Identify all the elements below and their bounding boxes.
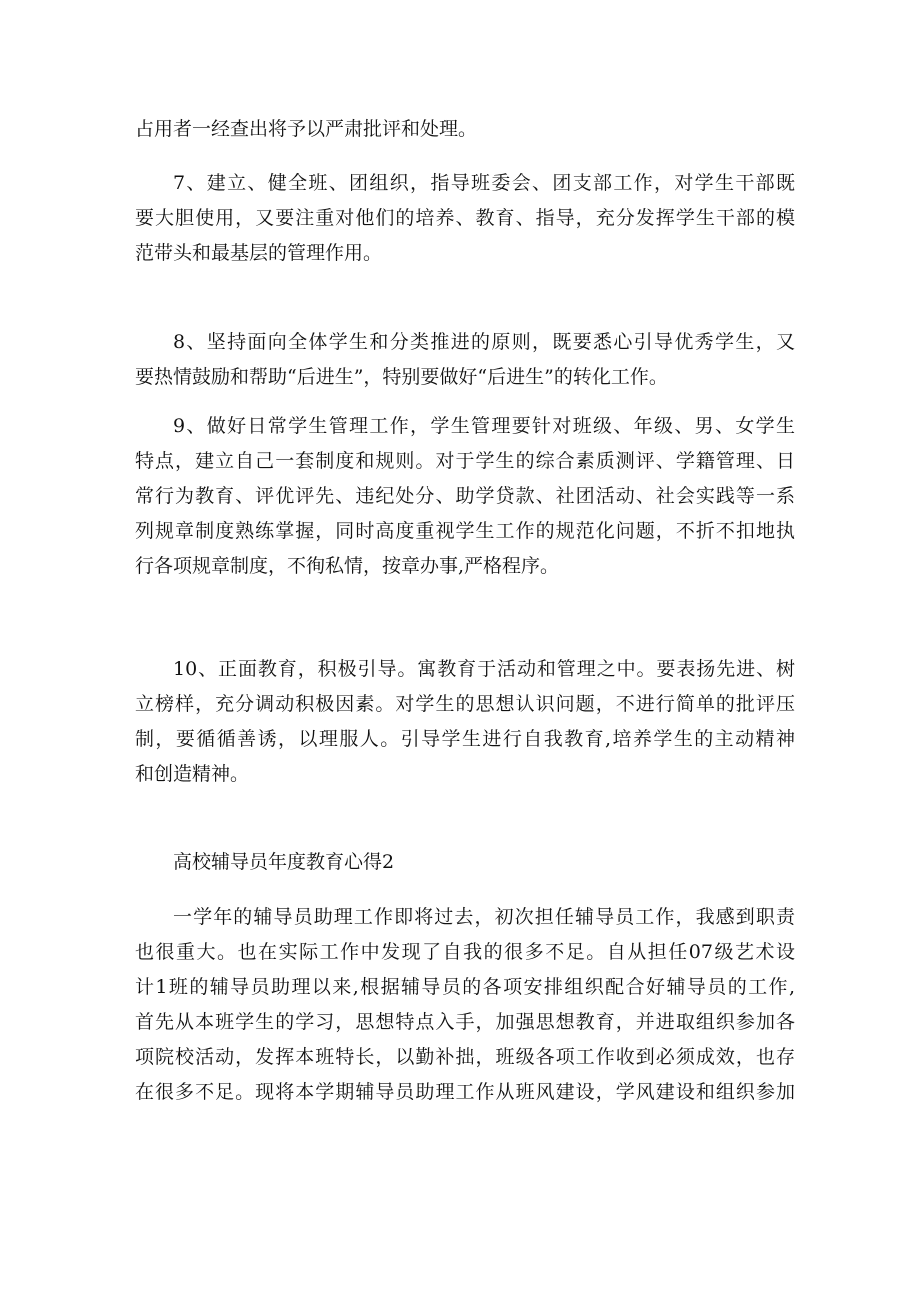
text-line: 也很重大。也在实际工作中发现了自我的很多不足。自从担任07级艺术设 (135, 941, 795, 963)
paragraph-intro (135, 900, 795, 1110)
text-line: 10、正面教育，积极引导。寓教育于活动和管理之中。要表扬先进、树 (173, 658, 795, 680)
paragraph-item-8 (135, 325, 795, 395)
text-line: 在很多不足。现将本学期辅导员助理工作从班风建设，学风建设和组织参加 (135, 1081, 795, 1103)
section-heading-text: 高校辅导员年度教育心得2 (173, 851, 395, 873)
text-line: 要热情鼓励和帮助“后进生”，特别要做好“后进生”的转化工作。 (135, 366, 668, 388)
text-line: 要大胆使用，又要注重对他们的培养、教育、指导，充分发挥学生干部的模 (135, 207, 795, 229)
text-line: 特点，建立自己一套制度和规则。对于学生的综合素质测评、学籍管理、日 (135, 450, 795, 472)
text-line: 计1班的辅导员助理以来,根据辅导员的各项安排组织配合好辅导员的工作, (135, 976, 795, 998)
text-line: 7、建立、健全班、团组织，指导班委会、团支部工作，对学生干部既 (173, 172, 795, 194)
text-line: 制，要循循善诱，以理服人。引导学生进行自我教育,培养学生的主动精神 (135, 728, 795, 750)
text-line: 占用者一经查出将予以严肃批评和处理。 (135, 118, 478, 140)
text-line: 项院校活动，发挥本班特长，以勤补拙，班级各项工作收到必须成效，也存 (135, 1046, 795, 1068)
text-line: 立榜样，充分调动积极因素。对学生的思想认识问题，不进行简单的批评压 (135, 693, 795, 715)
paragraph-item-10 (135, 652, 795, 792)
text-line: 常行为教育、评优评先、违纪处分、助学贷款、社团活动、社会实践等一系 (135, 485, 795, 507)
text-line: 和创造精神。 (135, 763, 250, 785)
text-line: 一学年的辅导员助理工作即将过去，初次担任辅导员工作，我感到职责 (173, 906, 795, 928)
text-line: 行各项规章制度，不徇私情，按章办事,严格程序。 (135, 555, 560, 577)
paragraph-item-9 (135, 409, 795, 584)
text-line: 9、做好日常学生管理工作，学生管理要针对班级、年级、男、女学生 (173, 415, 795, 437)
text-line: 8、坚持面向全体学生和分类推进的原则，既要悉心引导优秀学生，又 (173, 331, 795, 353)
text-line: 首先从本班学生的学习，思想特点入手，加强思想教育，并进取组织参加各 (135, 1011, 795, 1033)
paragraph-continuation (135, 112, 795, 147)
text-line: 范带头和最基层的管理作用。 (135, 242, 383, 264)
text-line: 列规章制度熟练掌握，同时高度重视学生工作的规范化问题，不折不扣地执 (135, 520, 795, 542)
section-heading (135, 845, 795, 880)
paragraph-item-7 (135, 166, 795, 271)
